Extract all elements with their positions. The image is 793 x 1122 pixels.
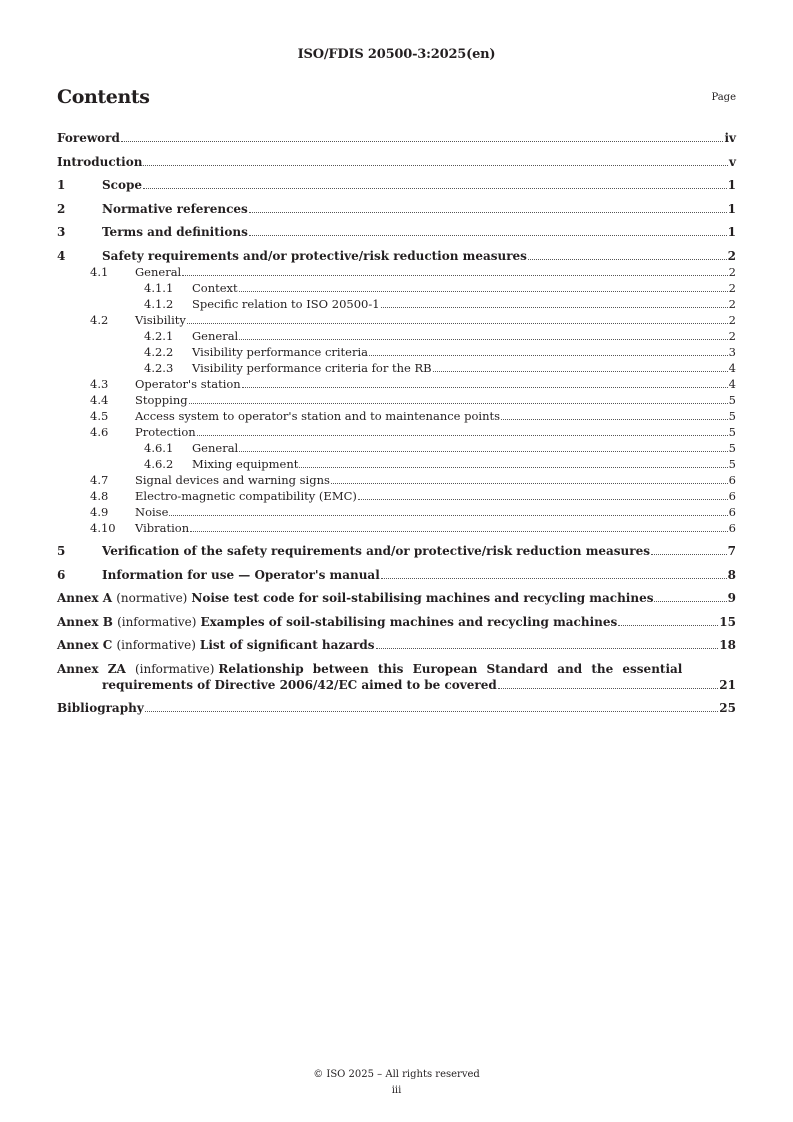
toc-entry-3[interactable]: 3 Terms and definitions 1 [57,225,736,239]
toc-entry-annex-c[interactable]: Annex C (informative) List of significant hazards 18 [57,638,736,652]
contents-heading: Contents [57,86,150,108]
toc-entry-bibliography[interactable]: Bibliography 25 [57,701,736,715]
document-id-header: ISO/FDIS 20500-3:2025(en) [297,47,496,62]
page-number: iii [391,1085,402,1096]
toc-entry-4-5[interactable]: 4.5 Access system to operator's station and to maintenance points 5 [90,408,736,423]
toc-entry-introduction[interactable]: Introduction v [57,154,736,169]
copyright-notice: © ISO 2025 – All rights reserved [313,1069,480,1080]
toc-entry-4-1-1[interactable]: 4.1.1 Context 2 [144,280,736,295]
toc-entry-4-6-2[interactable]: 4.6.2 Mixing equipment 5 [144,456,736,471]
toc-entry-4-3[interactable]: 4.3 Operator's station 4 [90,376,736,391]
toc-entry-4-9[interactable]: 4.9 Noise 6 [90,504,736,519]
toc-entry-annex-b[interactable]: Annex B (informative) Examples of soil-stabilising machines and recycling machines 15 [57,614,736,629]
toc-entry-4-2-2[interactable]: 4.2.2 Visibility performance criteria 3 [144,344,736,359]
toc-entry-4[interactable]: 4 Safety requirements and/or protective/risk reduction measures 2 [57,248,736,263]
toc-entry-1[interactable]: 1 Scope 1 [57,178,736,192]
toc-entry-4-6[interactable]: 4.6 Protection 5 [90,424,736,439]
table-of-contents [57,130,736,716]
toc-entry-foreword[interactable]: Foreword iv [57,131,736,145]
toc-entry-4-2[interactable]: 4.2 Visibility 2 [90,312,736,327]
toc-entry-4-10[interactable]: 4.10 Vibration 6 [90,520,736,535]
toc-entry-6[interactable]: 6 Information for use — Operator's manual 8 [57,567,736,582]
toc-entry-4-4[interactable]: 4.4 Stopping 5 [90,392,736,407]
toc-entry-4-7[interactable]: 4.7 Signal devices and warning signs 6 [90,472,736,487]
toc-entry-5[interactable]: 5 Verification of the safety requirements and/or protective/risk reduction measures 7 [57,544,736,558]
toc-entry-4-1-2[interactable]: 4.1.2 Specific relation to ISO 20500-1 2 [144,296,736,311]
toc-entry-2[interactable]: 2 Normative references 1 [57,201,736,216]
page-footer [0,1067,793,1099]
toc-entry-4-2-3[interactable]: 4.2.3 Visibility performance criteria for the RB 4 [144,360,736,375]
toc-entry-annex-a[interactable]: Annex A (normative) Noise test code for soil-stabilising machines and recycling machines 9 [57,591,736,605]
toc-entry-annex-za[interactable]: Annex ZA (informative) Relationship between this European Standard and the essential requirements of Directive 2006/42/EC aimed to be covered 21 [57,661,736,692]
page-column-label: Page [711,92,736,103]
toc-entry-4-6-1[interactable]: 4.6.1 General 5 [144,440,736,455]
toc-entry-4-2-1[interactable]: 4.2.1 General 2 [144,328,736,343]
toc-entry-4-8[interactable]: 4.8 Electro-magnetic compatibility (EMC) 6 [90,488,736,503]
toc-entry-4-1[interactable]: 4.1 General 2 [90,264,736,279]
